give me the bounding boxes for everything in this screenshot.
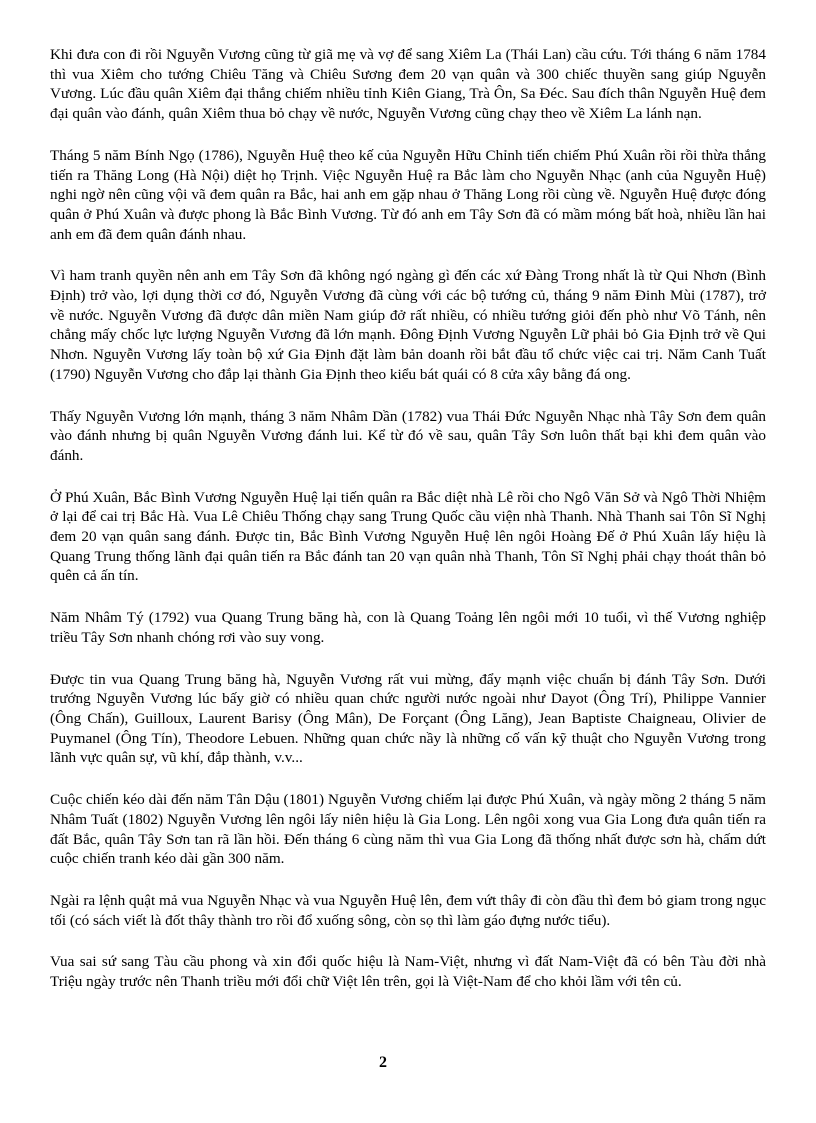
page-number: 2 [379, 1054, 387, 1071]
paragraph: Cuộc chiến kéo dài đến năm Tân Dậu (1801) Nguyễn Vương chiếm lại được Phú Xuân, và ngày mồng 2 tháng 5 năm Nhâm Tuất (1802) Nguyễn Vương lên ngôi lấy niên hiệu là Gia Long. Lên ngôi xong vua Gia Long đưa quân tiến ra đất Bắc, quân Tây Sơn tan rã lần hồi. Đến tháng 6 cùng năm thì vua Gia Long đã thống nhất được sơn hà, chấm dứt cuộc chiến tranh kéo dài gần 300 năm. [50, 791, 766, 868]
paragraph: Được tin vua Quang Trung băng hà, Nguyễn Vương rất vui mừng, đẩy mạnh việc chuẩn bị đánh Tây Sơn. Dưới trướng Nguyễn Vương lúc bấy giờ có nhiều quan chức người nước ngoài như Dayot (Ông Trí), Philippe Vannier (Ông Chấn), Guilloux, Laurent Barisy (Ông Mân), De Forçant (Ông Lăng), Jean Baptiste Chaigneau, Olivier de Puymanel (Ông Tín), Theodore Lebuen. Những quan chức nầy là những cố vấn kỹ thuật cho Nguyễn Vương trong lãnh vực quân sự, vũ khí, đắp thành, v.v... [50, 670, 766, 767]
paragraph: Ngài ra lệnh quật mả vua Nguyễn Nhạc và vua Nguyễn Huệ lên, đem vứt thây đi còn đầu thì đem bỏ giam trong ngục tối (có sách viết là đốt thây thành tro rồi đổ xuống sông, còn sọ thì làm gáo đựng nước tiểu). [50, 891, 766, 929]
paragraph: Tháng 5 năm Bính Ngọ (1786), Nguyễn Huệ theo kế của Nguyễn Hữu Chỉnh tiến chiếm Phú Xuân rồi rồi thừa thắng tiến ra Thăng Long (Hà Nội) diệt họ Trịnh. Việc Nguyễn Huệ ra Bắc làm cho Nguyễn Nhạc (anh của Nguyễn Huệ) nghi ngờ nên cũng vội vã đem quân ra Bắc, hai anh em gặp nhau ở Thăng Long rồi cùng về. Nguyễn Huệ được đóng quân ở Phú Xuân và được phong là Bắc Bình Vương. Từ đó anh em Tây Sơn đã có mầm móng bất hoà, nhiều lần hai anh em đã đem quân đánh nhau. [50, 146, 766, 243]
paragraph: Khi đưa con đi rồi Nguyễn Vương cũng từ giã mẹ và vợ để sang Xiêm La (Thái Lan) cầu cứu. Tới tháng 6 năm 1784 thì vua Xiêm cho tướng Chiêu Tăng và Chiêu Sương đem 20 vạn quân và 300 chiếc thuyền sang giúp Nguyễn Vương. Lúc đầu quân Xiêm đại thắng chiếm nhiều tỉnh Kiên Giang, Trà Ôn, Sa Đéc. Sau đích thân Nguyễn Huệ đem đại quân vào đánh, quân Xiêm thua bỏ chạy về nước, Nguyễn Vương cũng chạy theo về Xiêm La lánh nạn. [50, 46, 766, 123]
paragraph: Ở Phú Xuân, Bắc Bình Vương Nguyễn Huệ lại tiến quân ra Bắc diệt nhà Lê rồi cho Ngô Văn Sở và Ngô Thời Nhiệm ở lại để cai trị Bắc Hà. Vua Lê Chiêu Thống chạy sang Trung Quốc cầu viện nhà Thanh. Nhà Thanh sai Tôn Sĩ Nghị đem 20 vạn quân sang đánh. Được tin, Bắc Bình Vương Nguyễn Huệ lên ngôi Hoàng Đế ở Phú Xuân lấy hiệu là Quang Trung thống lãnh đại quân tiến ra Bắc đánh tan 20 vạn quân nhà Thanh, Tôn Sĩ Nghị phải chạy thoát thân bỏ quên cả ấn tín. [50, 488, 766, 585]
paragraph: Thấy Nguyễn Vương lớn mạnh, tháng 3 năm Nhâm Dần (1782) vua Thái Đức Nguyễn Nhạc nhà Tây Sơn đem quân vào đánh nhưng bị quân Nguyễn Vương đánh lui. Kể từ đó về sau, quân Tây Sơn luôn thất bại khi đem quân vào đánh. [50, 407, 766, 464]
paragraph: Vua sai sứ sang Tàu cầu phong và xin đổi quốc hiệu là Nam-Việt, nhưng vì đất Nam-Việt đã có bên Tàu đời nhà Triệu ngày trước nên Thanh triều mới đổi chữ Việt lên trên, gọi là Việt-Nam để cho khỏi lầm với tên củ. [50, 953, 766, 991]
document-body [50, 45, 766, 1014]
paragraph: Năm Nhâm Tý (1792) vua Quang Trung băng hà, con là Quang Toảng lên ngôi mới 10 tuổi, vì thế Vương nghiệp triều Tây Sơn nhanh chóng rơi vào suy vong. [50, 609, 766, 646]
paragraph: Vì ham tranh quyền nên anh em Tây Sơn đã không ngó ngàng gì đến các xứ Đàng Trong nhất là từ Qui Nhơn (Bình Định) trở vào, lợi dụng thời cơ đó, Nguyễn Vương đã cùng với các bộ tướng củ, tháng 9 năm Đinh Mùi (1787), trở về nước. Nguyễn Vương đã được dân miền Nam giúp đở rất nhiều, có nhiều tướng giỏi đến phò như Võ Tánh, nên chẳng mấy chốc lực lượng Nguyễn Vương đã lớn mạnh. Đông Định Vương Nguyễn Lữ phải bỏ Gia Định trở về Qui Nhơn. Nguyễn Vương lấy toàn bộ xứ Gia Định đặt làm bản doanh rồi bắt đầu tổ chức việc cai trị. Năm Canh Tuất (1790) Nguyễn Vương cho đắp lại thành Gia Định theo kiểu bát quái có 8 cửa xây bằng đá ong. [50, 267, 766, 383]
